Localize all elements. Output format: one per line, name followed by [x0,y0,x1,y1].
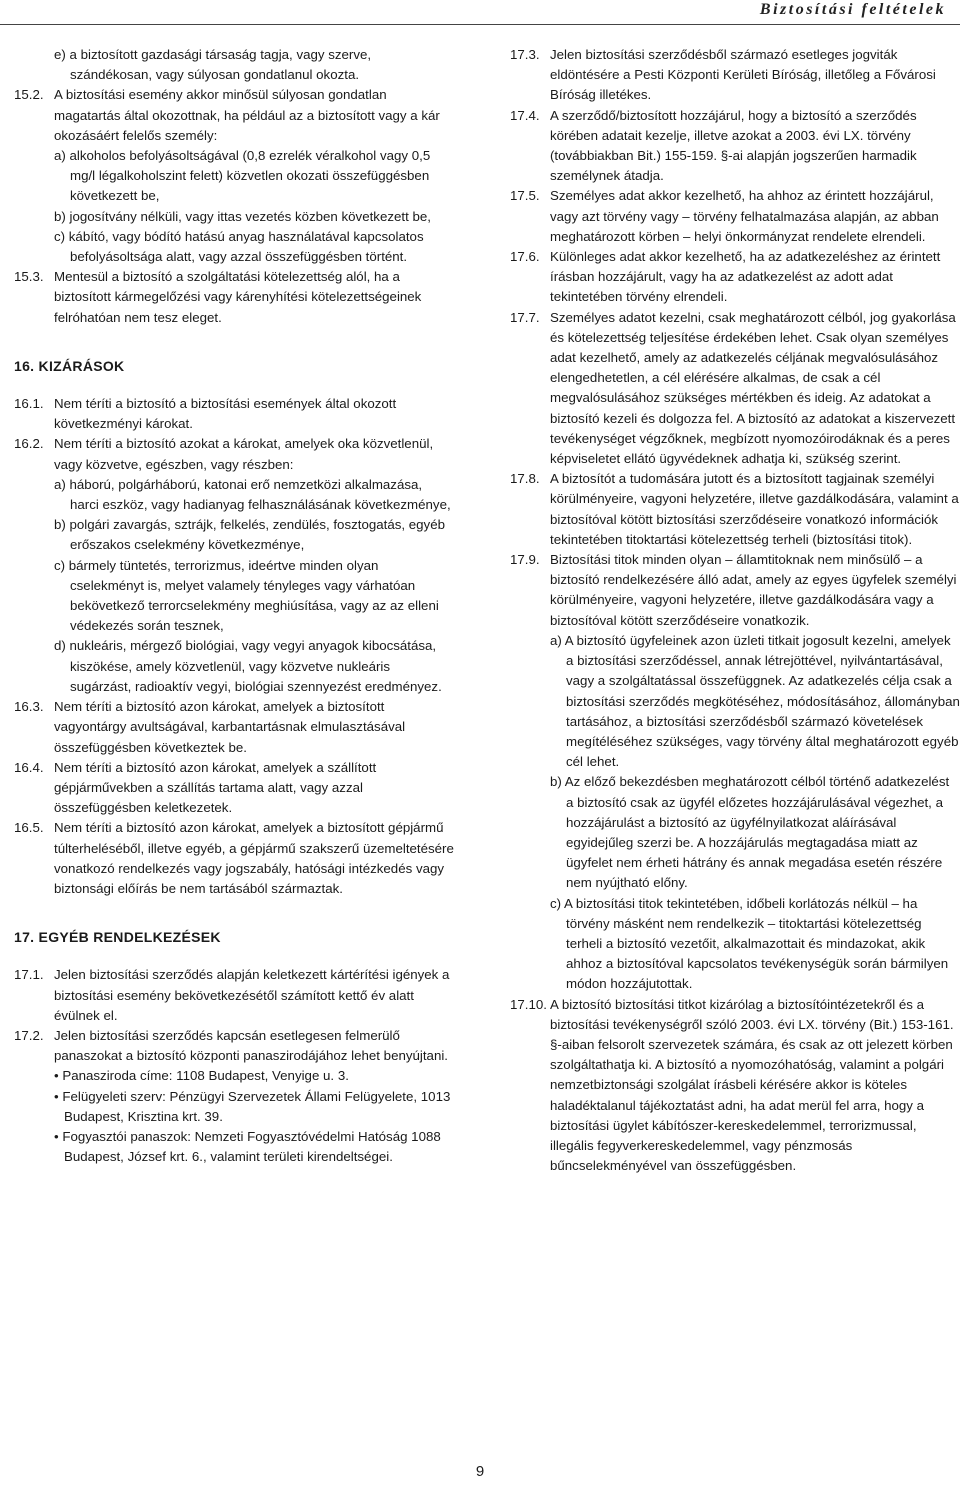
page-number: 9 [475,1463,485,1480]
clause-17-6: 17.6. Különleges adat akkor kezelhető, ha az adatkezeléshez az érintett írásban hozzájárult, vagy ha az adatkezelést az adott adat tekintetében törvény elrendeli. [510,249,941,305]
clause-number: 16.4. [14,759,44,775]
clause-number: 17.8. [510,471,540,487]
section-heading-16: 16. KIZÁRÁSOK [14,357,125,374]
clause-number: 17.5. [510,188,540,204]
section-heading-17: 17. EGYÉB RENDELKEZÉSEK [14,929,221,946]
clause-number: 17.4. [510,107,540,123]
clause-17-5: 17.5. Személyes adat akkor kezelhető, ha ahhoz az érintett hozzájárul, vagy azt törvény vagy – törvény felhatalmazása alapján, az abban meghatározott körben – helyi önkormányzat rendelete elrendeli. [510,188,939,244]
clause-number: 17.3. [510,47,540,62]
right-column [510,45,960,1176]
clause-17-1: 17.1. Jelen biztosítási szerződés alapján keletkezett kártérítési igények a biztosítási esemény bekövetkezésétől számított kettő év alatt évülnek el. [14,967,450,1023]
clause-15-1-e: e) a biztosított gazdasági társaság tagja, vagy szerve, szándékosan, vagy súlyosan gondatlanul okozta. [54,47,372,83]
clause-number: 17.1. [14,967,44,983]
clause-16-4: 16.4. Nem téríti a biztosító azon károkat, amelyek a szállított gépjárművekben a szállítás tartama alatt, vagy azzal összefüggésben keletkezetek. [14,759,377,816]
clause-number: 17.9. [510,552,540,568]
clause-17-2: 17.2. Jelen biztosítási szerződés kapcsán esetlegesen felmerülő panaszokat a biztosító központi panaszirodájához lehet benyújtani. • Panasziroda címe: 1108 Budapest, Venyige u. 3. • Felügyeleti szerv: Pénzügyi Szervezetek Állami Felügyelete, 1013 Budapest, Krisztina krt. 39. • Fogyasztói panaszok: Nemzeti Fogyasztóvédelmi Hatóság 1088 Budapest, József krt. 6., valamint területi kirendeltségei. [14,1026,454,1167]
clause-16-2: 16.2. Nem téríti a biztosító azokat a károkat, amelyek oka közvetlenül, vagy közvetve, egészben, vagy részben: a) háború, polgárháború, katonai erő nemzetközi alkalmazása, harci eszköz, vagy hadianyag felhasználásának következménye, b) polgári zavargás, sztrájk, felkelés, zendülés, fosztogatás, egyéb erőszakos cselekmény következménye, c) bármely tüntetés, terrorizmus, ideértve minden olyan cselekményt is, melyet valamely tényleges vagy várhatóan bekövetkező terrorcselekmény meghiúsítása, vagy az az elleni védekezés során tesznek, d) nukleáris, mérgező biológiai, vagy vegyi anyagok kibocsátása, kiszökése, amely közvetlenül, vagy közvetve nukleáris sugárzást, radioaktív vegyi, biológiai szennyezést eredményez. [14,436,451,694]
clause-number: 17.7. [510,309,540,325]
clause-number: 16.1. [14,396,44,412]
clause-17-10: 17.10. A biztosító biztosítási titkot kizárólag a biztosítóintézetekről és a biztosítási tevékenységről szóló 2003. évi LX. törvény (Bit.) 153-161. §-aiban felsorolt szervezetek számára, és csak az ott jelezett körben szolgáltathatja ki. A biztosító a nyomozóhatóság, valamint a polgári nemzetbiztonsági szolgálat írásbeli kérésére akkor is köteles haladéktalanul tájékoztatást adni, ha adat merül fel arra, hogy a biztosítási ügylet kábítószer-kereskedelemmel, terrorizmussal, illegális fegyverkereskedelemmel, vagy pénzmosás bűncselekményével van összefüggésben. [510,996,954,1174]
clause-number: 17.10. [510,996,547,1012]
clause-number: 16.5. [14,820,44,836]
clause-15-2: 15.2. A biztosítási esemény akkor minősül súlyosan gondatlan magatartás által okozottnak, ha például az a biztosított vagy a kár okozásáért felelős személy: a) alkoholos befolyásoltságával (0,8 ezrelék véralkohol vagy 0,5 mg/l légalkoholszint felett) közvetlen okozati összefüggésben következett be, b) jogosítvány nélküli, vagy ittas vezetés közben következett be, c) kábító, vagy bódító hatású anyag használatával kapcsolatos befolyásoltsága alatt, vagy azzal összefüggésben történt. [14,87,440,265]
clause-16-1: 16.1. Nem téríti a biztosító a biztosítási események által okozott következményi károkat. [14,396,397,432]
header-rule [0,24,960,25]
clause-number: 16.2. [14,436,44,452]
clause-number: 15.2. [14,87,44,103]
bullet-item: • Felügyeleti szerv: Pénzügyi Szervezetek Állami Felügyelete, 1013 Budapest, Krisztina krt. 39. [54,1088,451,1124]
clause-number: 17.2. [14,1027,44,1043]
page-header [0,0,960,24]
clause-number: 16.3. [14,699,44,715]
bullet-item: • Fogyasztói panaszok: Nemzeti Fogyasztóvédelmi Hatóság 1088 Budapest, József krt. 6., valamint területi kirendeltségei. [54,1128,441,1165]
clause-17-4: 17.4. A szerződő/biztosított hozzájárul, hogy a biztosító a szerződés körében adatait kezelje, illetve azokat a 2003. évi LX. törvény (továbbiakban Bit.) 155-159. §-ai alapján jogszerűen harmadik személynek átadja. [510,107,917,184]
clause-17-9: 17.9. Biztosítási titok minden olyan – államtitoknak nem minősülő – a biztosító rendelkezésére álló adat, amely az egyes ügyfelek személyi körülményeire, vagyoni helyzetére, illetve gazdálkodására vagy a biztosítóval kötött szerződéseire vonatkozik. a) A biztosító ügyfeleinek azon üzleti titkait jogosult kezelni, amelyek a biztosítási szerződéssel, annak létrejöttével, nyilvántartásával, vagy a szolgáltatással összefüggnek. Az adatkezelés célja csak a biztosítási szerződés megkötéséhez, módosításához, állományban tartásához, a biztosítási szerződésből származó követelések megítéléséhez szükséges, vagy törvény által meghatározott egyéb cél lehet. b) Az előző bekezdésben meghatározott célból történő adatkezelést a biztosító csak az ügyfél előzetes hozzájárulásával végezhet, a hozzájárulást a biztosító az ügyfélnyilatkozat aláírásával egyidejűleg szerzi be. A hozzájárulás megtagadása miatt az ügyfelet nem érheti hátrány és annak megadása esetén részére nem nyújtható előny. c) A biztosítási titok tekintetében, időbeli korlátozás nélkül – ha törvény másként nem rendelkezik – titoktartási kötelezettség terheli a biztosító vezetőit, alkalmazottait és mindazokat, akik ahhoz a biztosítóval kapcsolatos tevékenységük során bármilyen módon hozzájutottak. [510,552,960,992]
header-title: Biztosítási feltételek [759,1,946,18]
clause-15-3: 15.3. Mentesül a biztosító a szolgáltatási kötelezettség alól, ha a biztosított kármegelőzési vagy kárenyhítési kötelezettségeinek felróhatóan nem tesz eleget. [14,269,422,325]
bullet-item: • Panasziroda címe: 1108 Budapest, Venyige u. 3. [54,1068,349,1084]
clause-16-5: 16.5. Nem téríti a biztosító azon károkat, amelyek a biztosított gépjármű túlterheléséből, illetve egyéb, a gépjármű szakszerű üzemeltetésére vonatkozó rendelkezés vagy jogszabály, hatósági intézkedés vagy biztonsági előírás be nem tartásából származtak. [14,820,454,896]
clause-number: 15.3. [14,269,44,285]
clause-17-8: 17.8. A biztosítót a tudomására jutott és a biztosított tagjainak személyi körülményeire, vagyoni helyzetére, illetve gazdálkodására, valamint a biztosítóval kötött biztosítási szerződéseire vonatkozó információk tekintetében titoktartási kötelezettség terheli (biztosítási titok). [510,471,959,547]
clause-16-3: 16.3. Nem téríti a biztosító azon károkat, amelyek a biztosított vagyontárgy avultságával, karbantartásnak elmulasztásával összefüggésben következtek be. [14,699,406,755]
clause-number: 17.6. [510,249,540,265]
clause-17-3: 17.3. Jelen biztosítási szerződésből származó esetleges jogviták eldöntésére a Pesti Központi Kerületi Bíróság, illetőleg a Fővárosi Bíróság illetékes. [510,47,936,103]
clause-17-7: 17.7. Személyes adatot kezelni, csak meghatározott célból, jog gyakorlása és kötelezettség teljesítése érdekében lehet. Csak olyan személyes adat kezelhető, amely az adatkezelés céljának megvalósulásához elengedhetetlen, a cél elérésére alkalmas, de csak a cél megvalósulásához szükséges mértékben és ideig. Az adatokat a biztosító kezeli és dolgozza fel. A biztosító az adatokat a kiszervezett tevékenységet végzőknek, megbízott nyomozóirodáknak és a peres képviseletet ellátó ügyvédeknek adhatja ki, szükség szerint. [510,309,956,467]
left-column [14,45,454,1167]
